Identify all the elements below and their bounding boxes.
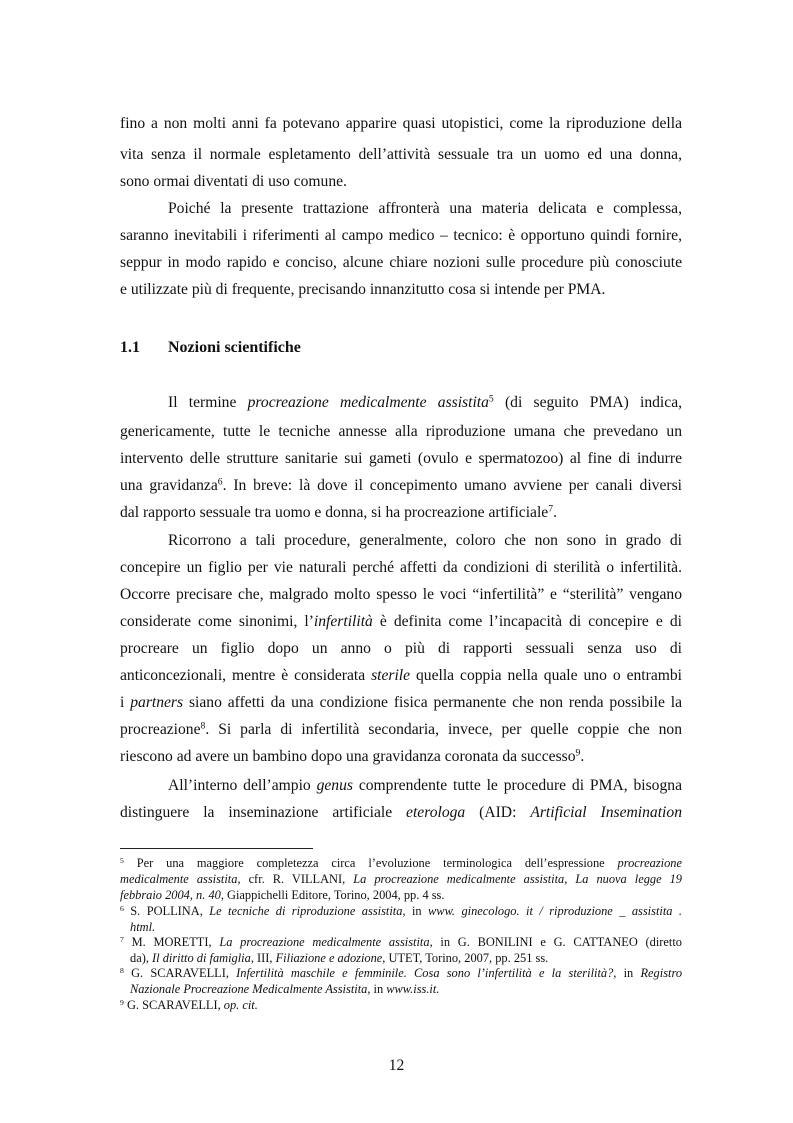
body-line: e utilizzate più di frequente, precisando innanzitutto cosa si intende per PMA. <box>120 281 606 298</box>
body-line: fino a non molti anni fa potevano apparire quasi utopistici, come la riproduzione della <box>120 115 682 132</box>
section-heading <box>120 338 301 358</box>
body-line: Il termine procreazione medicalmente assistita$^5$ (di seguito PMA) indica, <box>168 393 683 411</box>
footnote-ref: 8 <box>200 720 206 732</box>
body-line: saranno inevitabili i riferimenti al campo medico – tecnico: è opportuno quindi fornire, <box>120 227 682 244</box>
footnote-9: $^9$ G. SCARAVELLI, op. cit. <box>120 997 258 1012</box>
footnote-5-line: febbraio 2004, n. 40, Giappichelli Editore, Torino, 2004, pp. 4 ss. <box>120 888 445 902</box>
footnote-8-line: Nazionale Procreazione Medicalmente Assistita, in www.iss.it. <box>130 982 440 996</box>
body-line: una gravidanza$^6$. In breve: là dove il concepimento umano avviene per canali diversi <box>120 476 682 494</box>
footnote-8: $^8$ G. SCARAVELLI, Infertilità maschile e femminile. Cosa sono l’infertilità e la sterilità?, in Registro <box>120 965 683 980</box>
footnote-ref: 5 <box>488 393 494 405</box>
section-number: 1.1 <box>120 339 140 356</box>
body-line: procreazione$^8$. Si parla di infertilità secondaria, invece, per quelle coppie che non <box>120 720 682 738</box>
body-line: intervento delle strutture sanitarie sui gameti (ovulo e spermatozoo) al fine di indurre <box>120 450 682 467</box>
body-line: dal rapporto sessuale tra uomo e donna, si ha procreazione artificiale$^7$. <box>120 503 557 521</box>
body-line: Poiché la presente trattazione affronterà una materia delicata e complessa, <box>168 200 682 217</box>
body-line: Ricorrono a tali procedure, generalmente, coloro che non sono in grado di <box>168 532 682 549</box>
footnote-6-line: html. <box>130 920 156 934</box>
footnote-5-line: medicalmente assistita, cfr. R. VILLANI, La procreazione medicalmente assistita, La nuova legge 19 <box>120 872 682 886</box>
body-line: All’interno dell’ampio genus comprendente tutte le procedure di PMA, bisogna <box>168 777 682 794</box>
body-line: genericamente, tutte le tecniche annesse alla riproduzione umana che prevedano un <box>120 423 682 440</box>
footnote-6: $^6$ S. POLLINA, Le tecniche di riproduzione assistita, in www. ginecologo. it / riproduzione _ assistita . <box>120 903 682 918</box>
body-line: seppur in modo rapido e conciso, alcune chiare nozioni sulle procedure più conosciute <box>120 254 682 271</box>
body-line: sono ormai diventati di uso comune. <box>120 173 347 190</box>
footnote-ref: 6 <box>217 476 223 488</box>
body-line: distinguere la inseminazione artificiale eterologa (AID: Artificial Insemination <box>120 804 682 821</box>
body-line: riescono ad avere un bambino dopo una gravidanza coronata da successo$^9$. <box>120 747 585 765</box>
footnote-ref: 7 <box>548 503 554 515</box>
footnote-7-line: da), Il diritto di famiglia, III, Filiazione e adozione, UTET, Torino, 2007, pp. 251 ss. <box>130 951 549 965</box>
section-title: Nozioni scientifiche <box>168 339 301 356</box>
footnote-ref: 9 <box>575 747 581 759</box>
body-line: Occorre precisare che, malgrado molto spesso le voci “infertilità” e “sterilità” vengano <box>120 586 682 603</box>
footnote-7: $^7$ M. MORETTI, La procreazione medicalmente assistita, in G. BONILINI e G. CATTANEO (diretto <box>120 934 682 949</box>
body-line: concepire un figlio per vie naturali perché affetti da condizioni di sterilità o infertilità. <box>120 559 682 576</box>
body-line: i partners siano affetti da una condizione fisica permanente che non renda possibile la <box>120 694 682 711</box>
footnote-5: $^5$ Per una maggiore completezza circa l’evoluzione terminologica dell’espressione procreazione <box>120 855 682 870</box>
body-line: anticoncezionali, mentre è considerata sterile quella coppia nella quale uno o entrambi <box>120 667 682 684</box>
body-line: considerate come sinonimi, l’infertilità è definita come l’incapacità di concepire e di <box>120 613 682 630</box>
body-line: vita senza il normale espletamento dell’attività sessuale tra un uomo ed una donna, <box>120 146 682 163</box>
footnote-separator <box>120 848 313 849</box>
page-number: 12 <box>388 1057 405 1074</box>
body-line: procreare un figlio dopo un anno o più di rapporti sessuali senza uso di <box>120 640 682 657</box>
